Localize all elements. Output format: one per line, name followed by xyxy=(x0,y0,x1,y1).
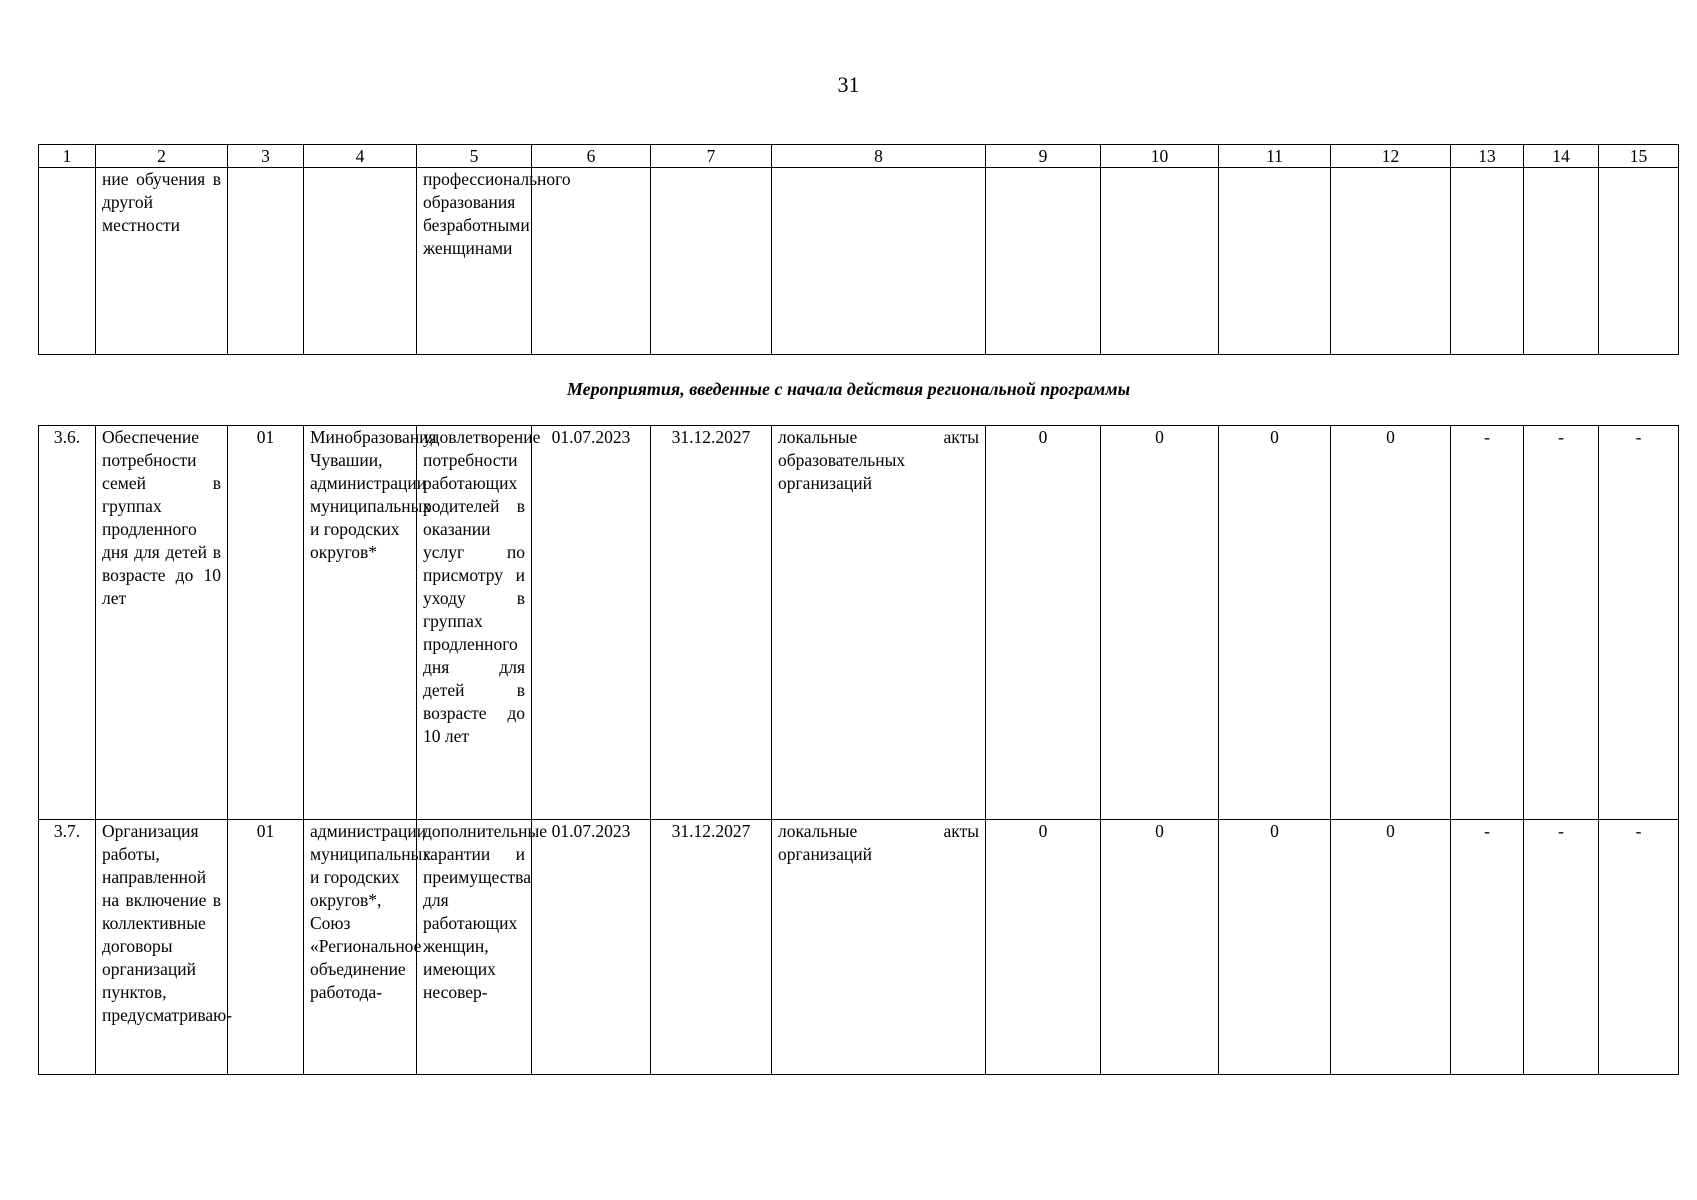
page-number: 31 xyxy=(837,72,860,97)
row-value-12: 0 xyxy=(1331,820,1451,1075)
row-end-date: 31.12.2027 xyxy=(651,820,772,1075)
continued-name-cell: ние обучения в другой местности xyxy=(96,168,228,355)
table-row-continued xyxy=(39,168,1679,355)
col-header-1: 1 xyxy=(39,145,96,168)
row-result: удовлетворение потребности работающих родителей в оказании услуг по присмотру и уходу в группах продленного дня для детей в возрасте до 10 лет xyxy=(417,426,532,820)
row-value-11: 0 xyxy=(1219,820,1331,1075)
row-value-13: - xyxy=(1451,426,1524,820)
row-responsible: администрации муниципальных и городских округов*, Союз «Региональное объединение работода- xyxy=(304,820,417,1075)
col-header-9: 9 xyxy=(986,145,1101,168)
row-code: 01 xyxy=(228,820,304,1075)
row-value-9: 0 xyxy=(986,426,1101,820)
col-header-12: 12 xyxy=(1331,145,1451,168)
row-value-9: 0 xyxy=(986,820,1101,1075)
row-value-14: - xyxy=(1524,820,1599,1075)
col-header-4: 4 xyxy=(304,145,417,168)
col-header-2: 2 xyxy=(96,145,228,168)
col-header-15: 15 xyxy=(1599,145,1679,168)
table-row-3-6 xyxy=(39,426,1679,820)
row-name: Обеспечение потребности семей в группах продленного дня для детей в возрасте до 10 лет xyxy=(96,426,228,820)
col-header-5: 5 xyxy=(417,145,532,168)
row-end-date: 31.12.2027 xyxy=(651,426,772,820)
section-title: Мероприятия, введенные с начала действия региональной программы xyxy=(566,379,1131,399)
row-number: 3.6. xyxy=(39,426,96,820)
row-value-15: - xyxy=(1599,426,1679,820)
col-header-3: 3 xyxy=(228,145,304,168)
row-value-15: - xyxy=(1599,820,1679,1075)
col-header-13: 13 xyxy=(1451,145,1524,168)
row-value-12: 0 xyxy=(1331,426,1451,820)
row-start-date: 01.07.2023 xyxy=(532,820,651,1075)
col-header-8: 8 xyxy=(772,145,986,168)
table-row-3-7 xyxy=(39,820,1679,1075)
row-result: дополнительные гарантии и преимущества для работающих женщин, имеющих несовер- xyxy=(417,820,532,1075)
col-header-10: 10 xyxy=(1101,145,1219,168)
row-responsible: Минобразования Чувашии, администрации муниципальных и городских округов* xyxy=(304,426,417,820)
row-value-14: - xyxy=(1524,426,1599,820)
row-number: 3.7. xyxy=(39,820,96,1075)
row-documents: локальные акты образовательных организаций xyxy=(772,426,986,820)
col-header-14: 14 xyxy=(1524,145,1599,168)
col-header-11: 11 xyxy=(1219,145,1331,168)
row-value-10: 0 xyxy=(1101,426,1219,820)
row-value-13: - xyxy=(1451,820,1524,1075)
col-header-7: 7 xyxy=(651,145,772,168)
row-value-10: 0 xyxy=(1101,820,1219,1075)
table-header-row xyxy=(39,145,1679,168)
row-name: Организация работы, направленной на включение в коллективные договоры организаций пунктов, предусматриваю- xyxy=(96,820,228,1075)
table-bottom xyxy=(38,425,1679,1075)
row-start-date: 01.07.2023 xyxy=(532,426,651,820)
col-header-6: 6 xyxy=(532,145,651,168)
row-value-11: 0 xyxy=(1219,426,1331,820)
row-documents: локальные акты организаций xyxy=(772,820,986,1075)
continued-result-cell: профессионального образования безработными женщинами xyxy=(417,168,532,355)
row-code: 01 xyxy=(228,426,304,820)
table-top xyxy=(38,144,1679,355)
